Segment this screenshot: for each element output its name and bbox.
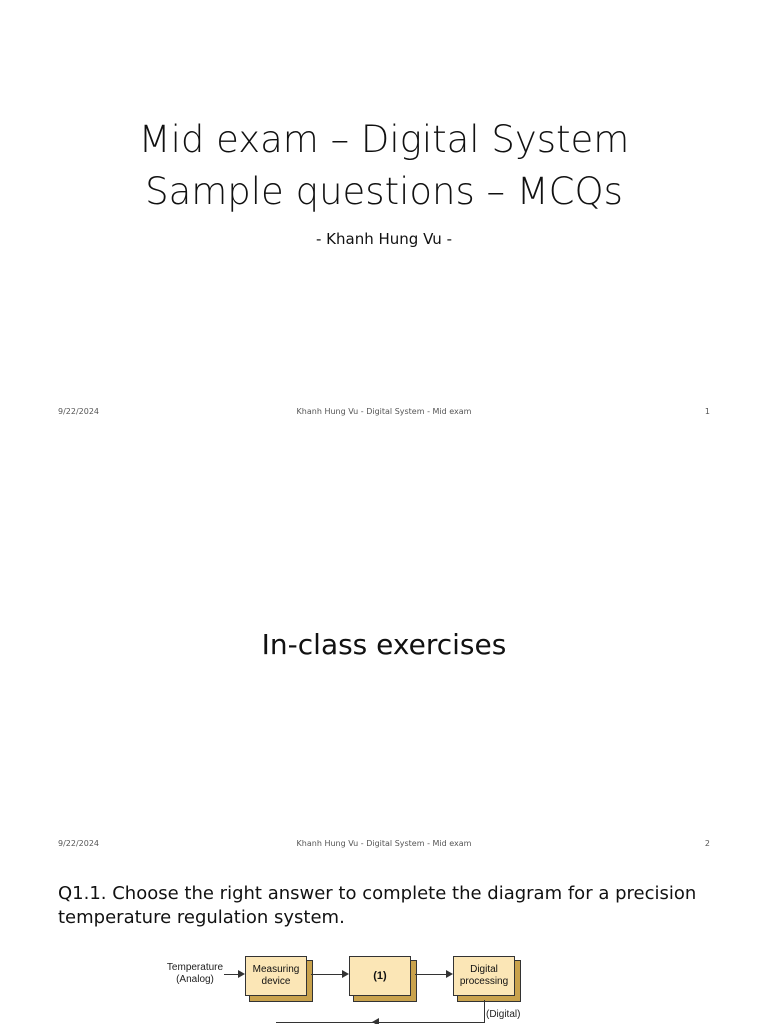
- arrow-head: [238, 970, 245, 978]
- arrow-head: [446, 970, 453, 978]
- output-label: (Digital): [486, 1009, 521, 1020]
- feedback-line-horizontal: [276, 1022, 485, 1023]
- footer-center-text: Khanh Hung Vu - Digital System - Mid exam: [296, 839, 472, 848]
- box-measuring-device: [245, 956, 307, 996]
- slide-subtitle: - Khanh Hung Vu -: [315, 230, 452, 248]
- slide-title: In-class exercises: [261, 628, 507, 661]
- slide-3: [0, 864, 768, 1024]
- footer-page-number: 2: [704, 839, 710, 848]
- slide-2: [0, 432, 768, 864]
- slide-footer: [0, 839, 768, 853]
- footer-date: 9/22/2024: [58, 839, 100, 848]
- footer-page-number: 1: [704, 407, 710, 416]
- input-label-line-2: (Analog): [176, 974, 214, 985]
- temperature-regulation-diagram: [150, 950, 550, 1024]
- arrow-line: [311, 974, 343, 975]
- box-digital-processing-line-2: processing: [459, 976, 509, 987]
- slide-title: [0, 114, 768, 218]
- question-text: Q1.1. Choose the right answer to complete the diagram for a precision temperature regulation system.: [58, 883, 697, 928]
- box-unknown-1: (1): [349, 956, 411, 996]
- footer-center-text: Khanh Hung Vu - Digital System - Mid exam: [296, 407, 472, 416]
- box-digital-processing: [453, 956, 515, 996]
- title-line-1: Mid exam – Digital System: [138, 118, 630, 161]
- box-measuring-device-line-2: device: [261, 976, 291, 987]
- input-label-line-1: Temperature: [166, 962, 224, 973]
- title-line-2: Sample questions – MCQs: [145, 170, 623, 213]
- feedback-arrow-head: [372, 1018, 379, 1024]
- footer-date: 9/22/2024: [58, 407, 100, 416]
- slide-1: [0, 0, 768, 432]
- input-label: [164, 962, 226, 986]
- box-measuring-device-line-1: Measuring: [252, 964, 300, 975]
- slide-footer: [0, 407, 768, 421]
- box-digital-processing-line-1: Digital: [470, 964, 498, 975]
- arrow-head: [342, 970, 349, 978]
- arrow-line: [415, 974, 447, 975]
- feedback-line-vertical: [484, 1000, 485, 1022]
